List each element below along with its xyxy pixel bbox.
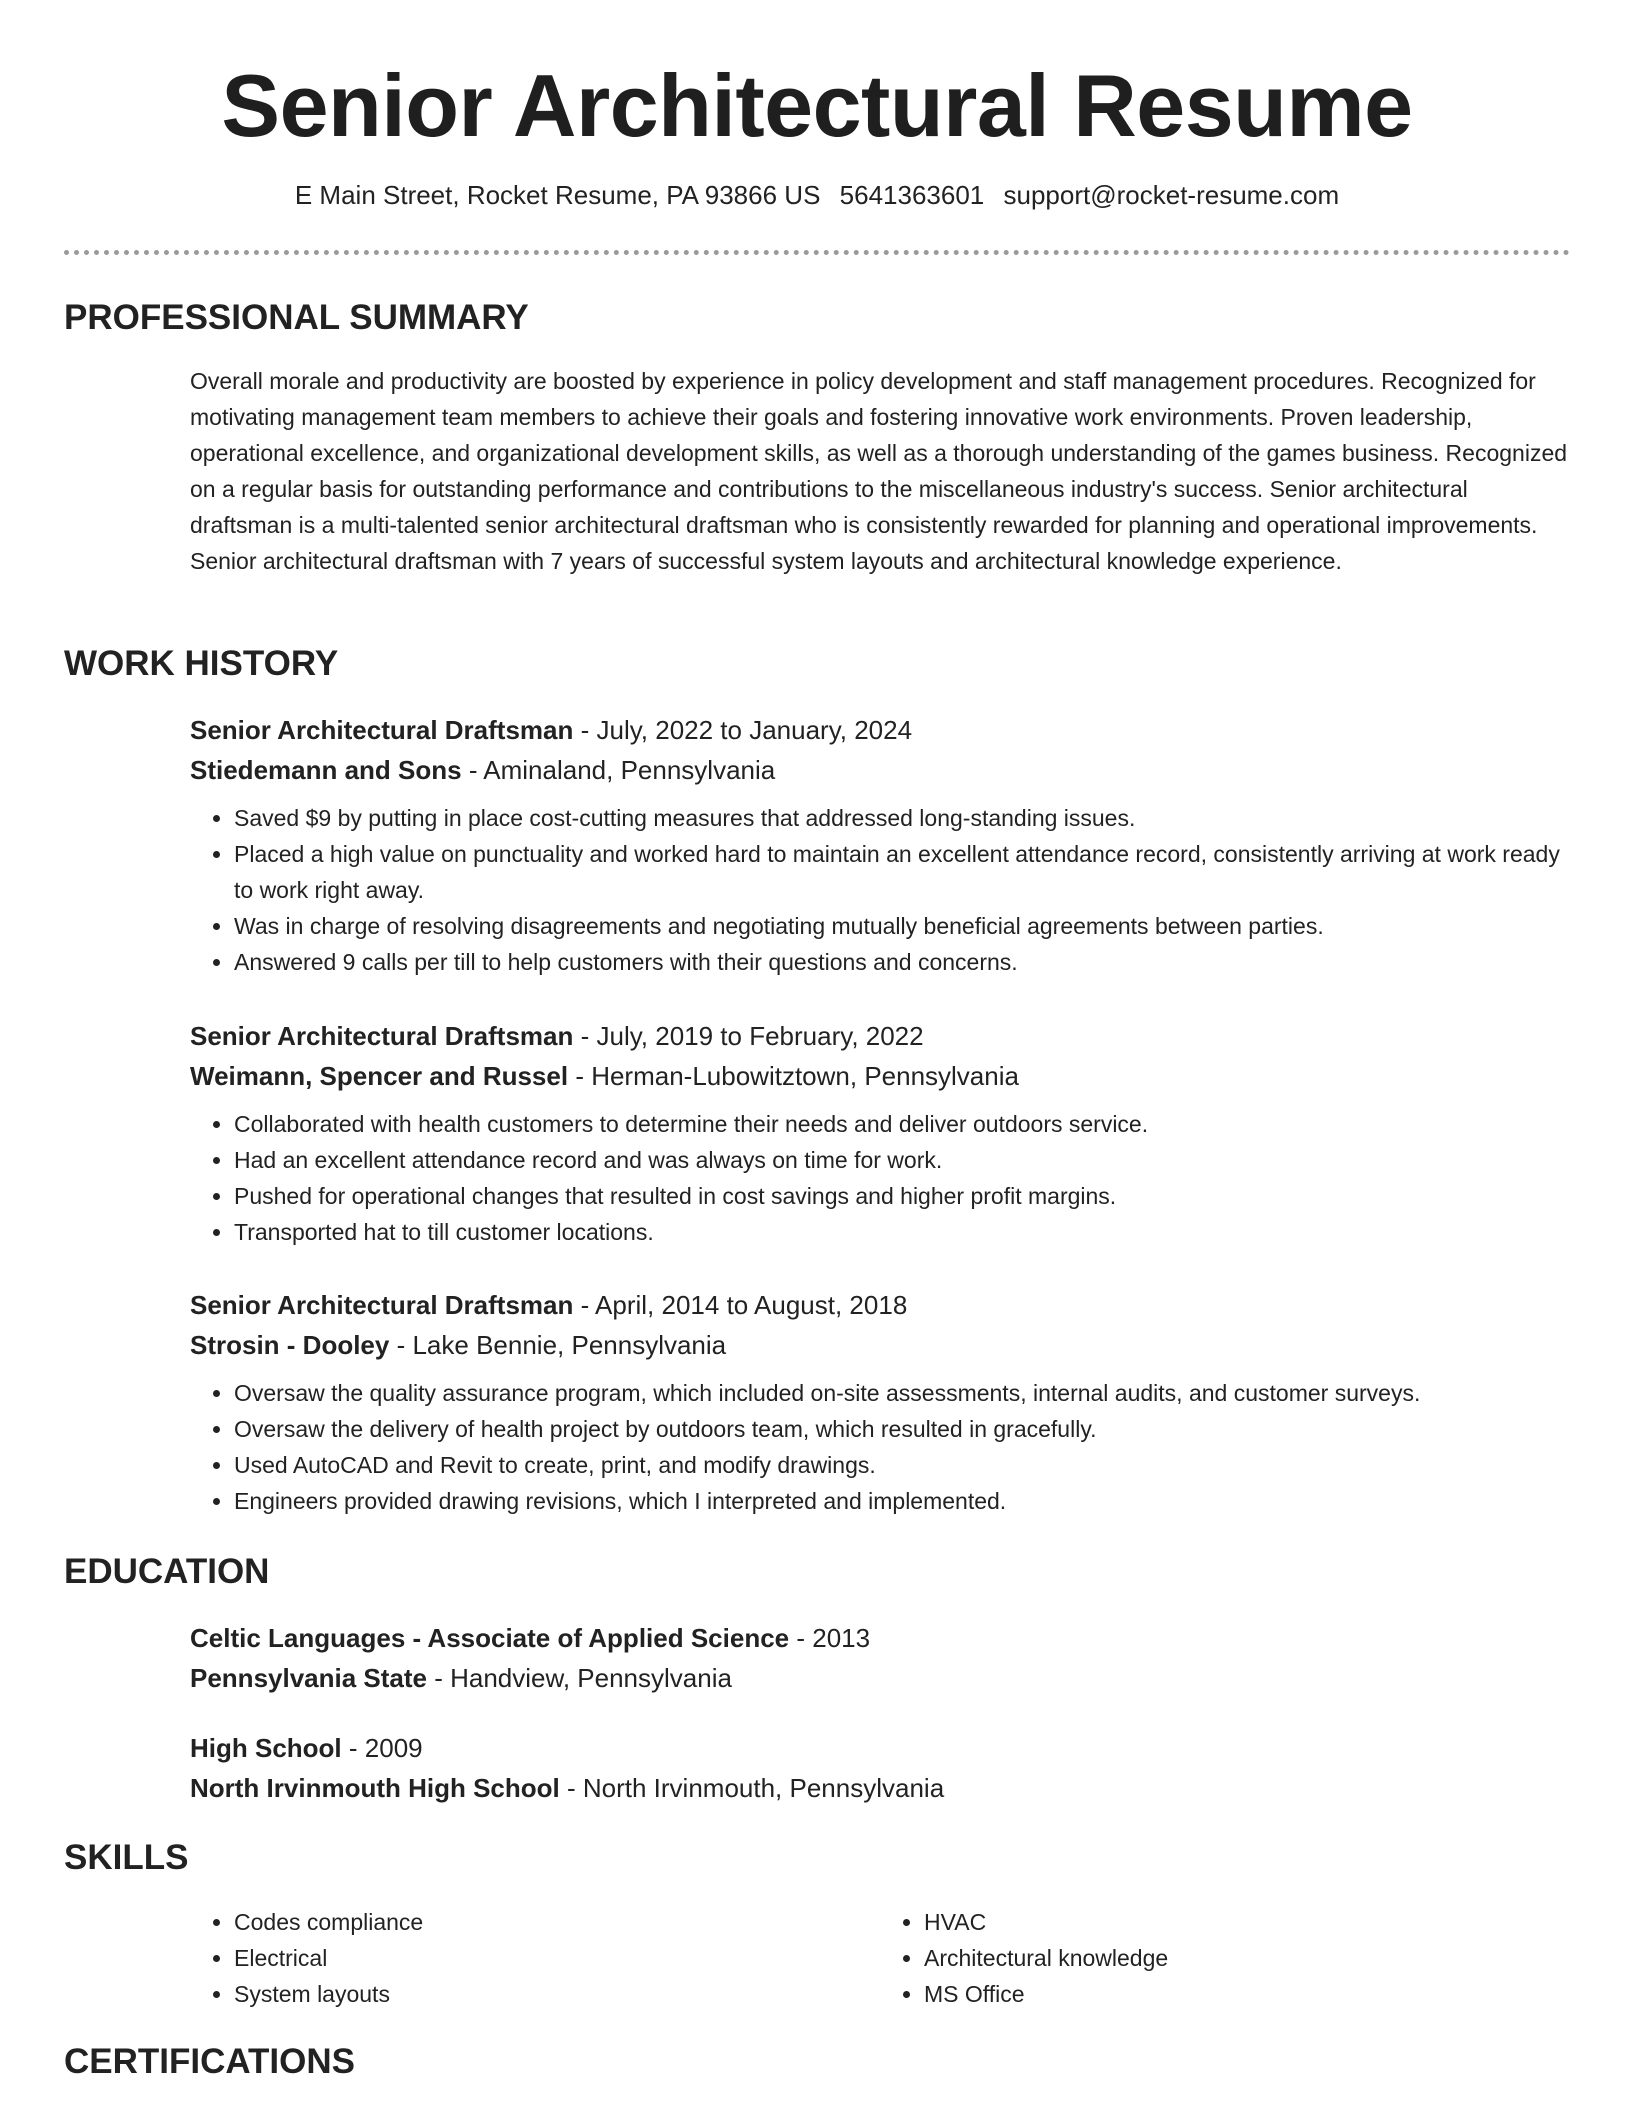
skill-item: • HVAC [924,1904,1570,1940]
skill-item: • Codes compliance [234,1904,880,1940]
education-location: - North Irvinmouth, Pennsylvania [559,1773,945,1803]
contact-line [64,180,1570,211]
job-role: Senior Architectural Draftsman [190,715,574,745]
section-title-skills: SKILLS [64,1838,189,1877]
section-title-education: EDUCATION [64,1552,270,1591]
job-dates: - April, 2014 to August, 2018 [573,1290,908,1320]
education-school-line [190,1768,1570,1808]
job-title-line [190,710,1570,750]
job-role: Senior Architectural Draftsman [190,1290,574,1320]
job-bullet: • Oversaw the quality assurance program, which included on-site assessments, internal audits, and customer surveys. [234,1375,1570,1411]
job-company-line [190,750,1570,790]
section-title-summary: PROFESSIONAL SUMMARY [64,298,529,337]
job-company: Weimann, Spencer and Russel [190,1061,569,1091]
job-bullet: • Was in charge of resolving disagreements and negotiating mutually beneficial agreements between parties. [234,908,1570,944]
education-school: Pennsylvania State [190,1663,427,1693]
job-bullet: • Transported hat to till customer locations. [234,1214,1570,1250]
education-year: - 2009 [341,1733,423,1763]
education-year: - 2013 [789,1623,871,1653]
job-company: Stiedemann and Sons [190,755,462,785]
job-bullets [190,800,1570,980]
job-title-line [190,1016,1570,1056]
skill-item: • Electrical [234,1940,880,1976]
job-entry [190,710,1570,980]
education-entry [190,1728,1570,1808]
skills-column-right [880,1904,1570,2012]
summary-text: Overall morale and productivity are boosted by experience in policy development and staff management procedures. Recognized for motivating management team members to achieve their goals and fostering innovative work environments. Proven leadership, operational excellence, and organizational development skills, as well as a thorough understanding of the games business. Recognized on a regular basis for outstanding performance and contributions to the miscellaneous industry's success. Senior architectural draftsman is a multi-talented senior architectural draftsman who is consistently rewarded for planning and operational improvements. Senior architectural draftsman with 7 years of successful system layouts and architectural knowledge experience. [190,368,1568,574]
section-title-certifications: CERTIFICATIONS [64,2042,356,2081]
skills-list [190,1904,1570,2012]
skills-column-left [190,1904,880,2012]
job-bullets [190,1106,1570,1250]
job-entry [190,1285,1570,1519]
job-bullet: • Used AutoCAD and Revit to create, print, and modify drawings. [234,1447,1570,1483]
job-dates: - July, 2022 to January, 2024 [573,715,913,745]
job-bullet: • Answered 9 calls per till to help customers with their questions and concerns. [234,944,1570,980]
resume-page [64,0,1570,2081]
education-location: - Handview, Pennsylvania [427,1663,732,1693]
job-bullet: • Collaborated with health customers to determine their needs and deliver outdoors service. [234,1106,1570,1142]
resume-name: Senior Architectural Resume [221,56,1413,155]
job-dates: - July, 2019 to February, 2022 [573,1021,924,1051]
job-bullets [190,1375,1570,1519]
education-entry [190,1618,1570,1698]
job-company-line [190,1056,1570,1096]
header-divider [64,250,1570,255]
job-bullet: • Engineers provided drawing revisions, which I interpreted and implemented. [234,1483,1570,1519]
job-location: - Herman-Lubowitztown, Pennsylvania [568,1061,1019,1091]
education-school: North Irvinmouth High School [190,1773,560,1803]
education-degree: Celtic Languages - Associate of Applied Science [190,1623,790,1653]
contact-phone: 5641363601 [839,180,985,210]
skill-item: • MS Office [924,1976,1570,2012]
job-company: Strosin - Dooley [190,1330,390,1360]
job-location: - Aminaland, Pennsylvania [461,755,776,785]
job-location: - Lake Bennie, Pennsylvania [389,1330,727,1360]
education-degree-line [190,1728,1570,1768]
contact-email: support@rocket-resume.com [1003,180,1340,210]
job-bullet: • Oversaw the delivery of health project by outdoors team, which resulted in gracefully. [234,1411,1570,1447]
job-bullet: • Saved $9 by putting in place cost-cutting measures that addressed long-standing issues. [234,800,1570,836]
job-bullet: • Placed a high value on punctuality and worked hard to maintain an excellent attendance record, consistently arriving at work ready to work right away. [234,836,1570,908]
contact-address: E Main Street, Rocket Resume, PA 93866 US [294,180,821,210]
job-bullet: • Had an excellent attendance record and was always on time for work. [234,1142,1570,1178]
education-school-line [190,1658,1570,1698]
skill-item: • System layouts [234,1976,880,2012]
section-title-work: WORK HISTORY [64,644,339,683]
job-entry [190,1016,1570,1250]
job-title-line [190,1285,1570,1325]
job-company-line [190,1325,1570,1365]
skill-item: • Architectural knowledge [924,1940,1570,1976]
job-bullet: • Pushed for operational changes that resulted in cost savings and higher profit margins. [234,1178,1570,1214]
education-degree-line [190,1618,1570,1658]
education-degree: High School [190,1733,342,1763]
job-role: Senior Architectural Draftsman [190,1021,574,1051]
